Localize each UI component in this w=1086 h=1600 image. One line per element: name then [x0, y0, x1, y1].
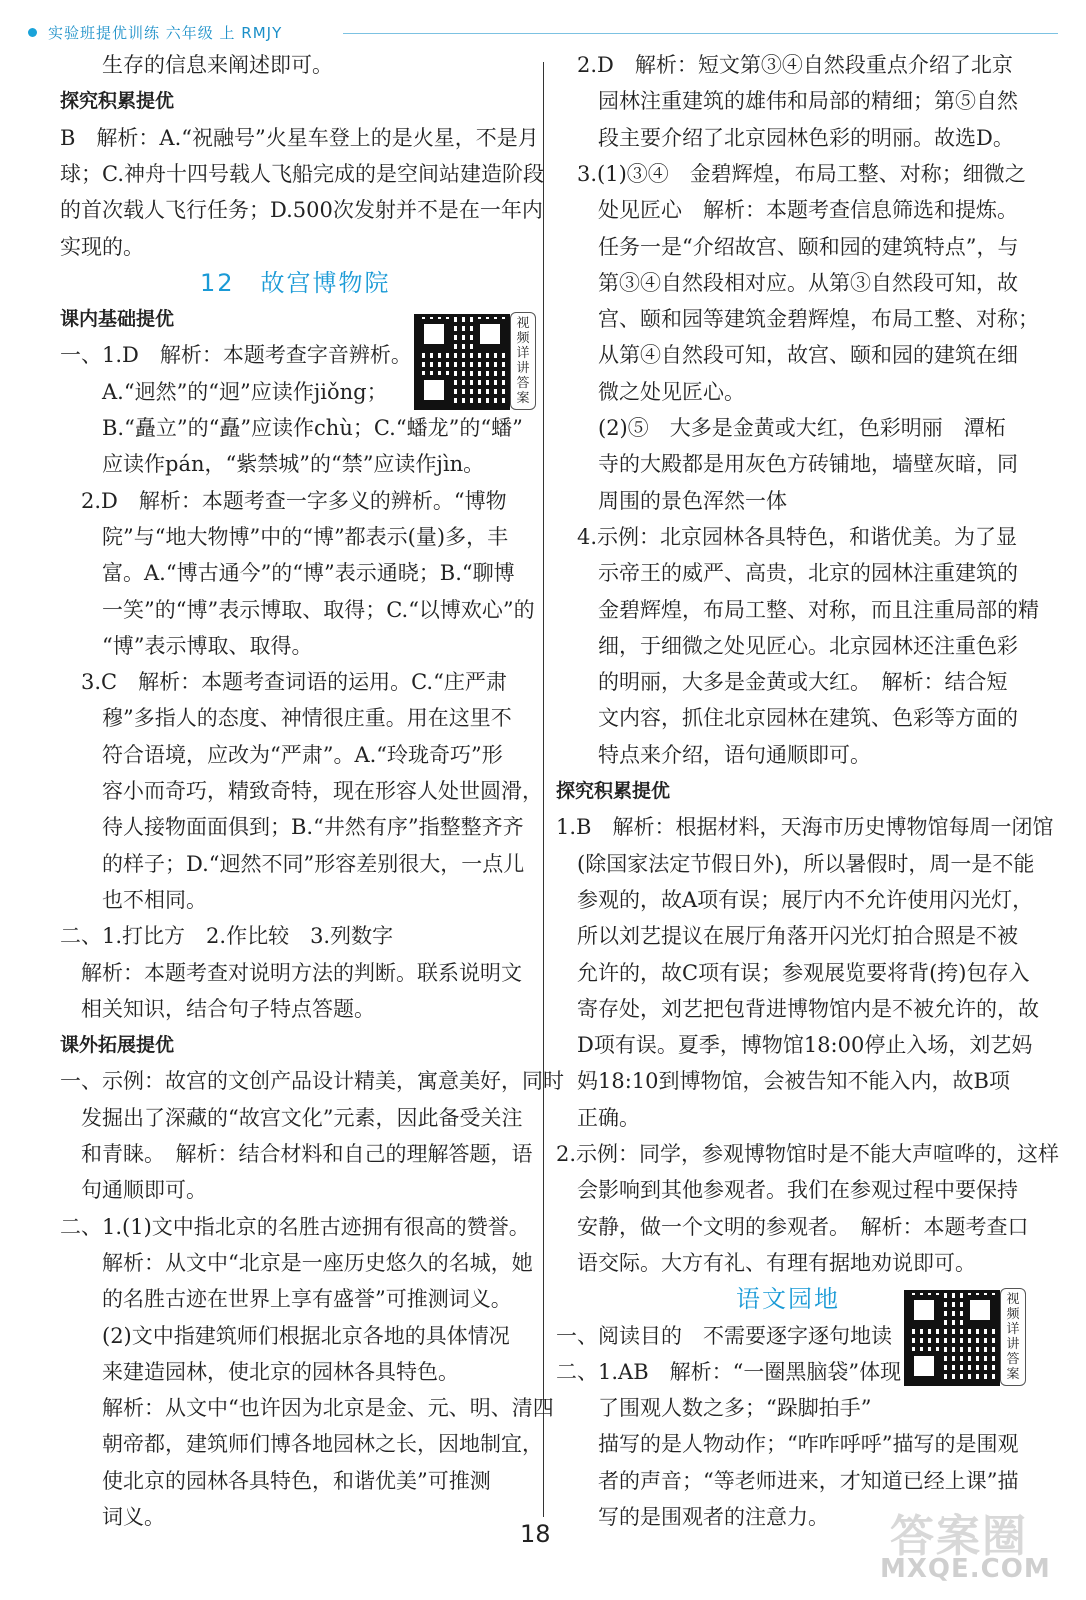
- section-label: 探究积累提优: [556, 780, 671, 802]
- text-line: 写的是围观者的注意力。: [598, 1505, 829, 1529]
- text-line: (除国家法定节假日外)，所以暑假时，周一是不能: [577, 851, 1035, 876]
- bullet-icon: [28, 28, 37, 37]
- running-header: [28, 22, 1058, 44]
- text-line: 使北京的园林各具特色，和谐优美”可推测: [102, 1468, 491, 1493]
- text-line: 二、1.(1)文中指北京的名胜古迹拥有很高的赞誉。: [60, 1214, 530, 1239]
- text-line: 2.D 解析：本题考查一字多义的辨析。“博物: [81, 488, 507, 513]
- text-line: A.“迥然”的“迥”应读作jiǒng；: [102, 379, 388, 404]
- text-line: 符合语境，应改为“严肃”。A.“玲珑奇巧”形: [102, 742, 503, 767]
- lesson-title: 12 故宫博物院: [200, 268, 391, 297]
- text-line: 语交际。大方有礼、有理有据地劝说即可。: [577, 1250, 976, 1275]
- text-line: 所以刘艺提议在展厅角落开闪光灯拍合照是不被: [577, 924, 1018, 949]
- text-line: 一、阅读目的 不需要逐字逐句地读: [556, 1323, 892, 1348]
- text-line: 朝帝都，建筑师们博各地园林之长，因地制宜，: [102, 1432, 543, 1457]
- text-line: 示帝王的威严、高贵，北京的园林注重建筑的: [598, 561, 1018, 586]
- text-line: 从第④自然段可知，故宫、颐和园的建筑在细: [598, 343, 1018, 368]
- text-line: 第③④自然段相对应。从第③自然段可知，故: [598, 270, 1018, 295]
- text-line: 金碧辉煌，布局工整、对称，而且注重局部的精: [598, 597, 1039, 622]
- text-line: 参观的，故A项有误；展厅内不允许使用闪光灯，: [577, 887, 1034, 912]
- text-line: 妈18:10到博物馆，会被告知不能入内，故B项: [577, 1069, 1010, 1094]
- text-line: 来建造园林，使北京的园林各具特色。: [102, 1359, 459, 1384]
- text-line: 2.D 解析：短文第③④自然段重点介绍了北京: [577, 53, 1013, 77]
- text-line: 会影响到其他参观者。我们在参观过程中要保持: [577, 1178, 1018, 1203]
- text-line: 生存的信息来阐述即可。: [102, 53, 333, 77]
- lesson-title: 语文园地: [736, 1285, 840, 1314]
- text-line: 一、1.D 解析：本题考查字音辨析。: [60, 343, 412, 368]
- text-line: 解析：从文中“北京是一座历史悠久的名城，她: [102, 1250, 533, 1275]
- text-line: 一、示例：故宫的文创产品设计精美，寓意美好，同时: [60, 1069, 564, 1094]
- qr-code-icon[interactable]: [414, 314, 510, 410]
- text-line: 一笑”的“博”表示博取、取得；C.“以博欢心”的: [102, 597, 535, 622]
- text-line: 发掘出了深藏的“故宫文化”元素，因此备受关注: [81, 1105, 523, 1130]
- header-title: 实验班提优训练 六年级 上 RMJY: [48, 24, 283, 42]
- text-line: 任务一是“介绍故宫、颐和园的建筑特点”，与: [598, 234, 1019, 259]
- text-line: 解析：本题考查对说明方法的判断。联系说明文: [81, 960, 522, 985]
- text-line: 处见匠心 解析：本题考查信息筛选和提炼。: [598, 198, 1018, 223]
- text-line: 1.B 解析：根据材料，天海市历史博物馆每周一闭馆: [556, 815, 1054, 840]
- text-line: 句通顺即可。: [81, 1178, 207, 1203]
- text-line: 二、1.AB 解析：“一圈黑脑袋”体现: [556, 1359, 902, 1384]
- text-line: 允许的，故C项有误；参观展览要将背(挎)包存入: [577, 960, 1030, 985]
- text-line: 周围的景色浑然一体: [598, 488, 787, 513]
- text-line: 的明丽，大多是金黄或大红。 解析：结合短: [598, 670, 1008, 695]
- section-label: 探究积累提优: [60, 90, 175, 113]
- text-line: 2.示例：同学，参观博物馆时是不能大声喧哗的，这样: [556, 1142, 1060, 1166]
- text-line: 特点来介绍，语句通顺即可。: [598, 742, 871, 767]
- header-rule: [343, 33, 1058, 34]
- text-line: 的名胜古迹在世界上享有盛誉”可推测词义。: [102, 1287, 512, 1312]
- text-line: 段主要介绍了北京园林色彩的明丽。故选D。: [598, 125, 1014, 150]
- text-line: 正确。: [577, 1105, 640, 1130]
- text-line: 细，于细微之处见匠心。北京园林还注重色彩: [598, 633, 1018, 658]
- text-line: 3.C 解析：本题考查词语的运用。C.“庄严肃: [81, 670, 507, 695]
- text-line: 寺的大殿都是用灰色方砖铺地，墙壁灰暗，同: [598, 452, 1018, 477]
- text-line: 3.(1)③④ 金碧辉煌，布局工整、对称；细微之: [577, 161, 1026, 186]
- text-line: 穆”多指人的态度、神情很庄重。用在这里不: [102, 706, 512, 731]
- text-line: D项有误。夏季，博物馆18:00停止入场，刘艺妈: [577, 1033, 1033, 1058]
- text-line: 描写的是人物动作；“咋咋呼呼”描写的是围观: [598, 1432, 1019, 1457]
- text-line: 实现的。: [60, 234, 144, 259]
- text-line: 解析：从文中“也许因为北京是金、元、明、清四: [102, 1396, 554, 1421]
- text-line: 也不相同。: [102, 887, 207, 912]
- text-line: 者的声音；“等老师进来，才知道已经上课”描: [598, 1468, 1019, 1493]
- qr-label: 视频详讲答案: [510, 312, 536, 410]
- section-label: 课外拓展提优: [60, 1034, 175, 1057]
- section-label: 课内基础提优: [60, 308, 175, 331]
- text-line: 宫、颐和园等建筑金碧辉煌，布局工整、对称；: [598, 307, 1039, 332]
- text-line: 园林注重建筑的雄伟和局部的精细；第⑤自然: [598, 89, 1018, 114]
- text-line: 微之处见匠心。: [598, 379, 745, 404]
- text-line: B.“矗立”的“矗”应读作chù；C.“蟠龙”的“蟠”: [102, 416, 523, 440]
- qr-label: 视频详讲答案: [1000, 1288, 1026, 1386]
- watermark-logo: [880, 1500, 1060, 1590]
- text-line: 的首次载人飞行任务；D.500次发射并不是在一年内: [60, 198, 543, 223]
- text-line: 球；C.神舟十四号载人飞船完成的是空间站建造阶段: [60, 161, 544, 186]
- text-line: (2)文中指建筑师们根据北京各地的具体情况: [102, 1323, 510, 1348]
- watermark-url: MXQE.COM: [880, 1554, 1051, 1584]
- text-line: 富。A.“博古通今”的“博”表示通晓；B.“聊博: [102, 561, 515, 586]
- text-line: 二、1.打比方 2.作比较 3.列数字: [60, 924, 394, 949]
- qr-code-icon[interactable]: [904, 1290, 1000, 1386]
- text-line: 和青睐。 解析：结合材料和自己的理解答题，语: [81, 1142, 533, 1166]
- text-line: 4.示例：北京园林各具特色，和谐优美。为了显: [577, 524, 1018, 549]
- text-line: 了围观人数之多；“跺脚拍手”: [598, 1396, 872, 1421]
- text-line: 相关知识，结合句子特点答题。: [81, 996, 375, 1021]
- page-number: 18: [520, 1520, 551, 1548]
- text-line: 文内容，抓住北京园林在建筑、色彩等方面的: [598, 706, 1018, 731]
- text-line: (2)⑤ 大多是金黄或大红，色彩明丽 潭柘: [598, 416, 1006, 440]
- text-line: “博”表示博取、取得。: [102, 633, 313, 658]
- watermark-text: 答案圈: [890, 1511, 1028, 1562]
- text-line: 应读作pán，“紫禁城”的“禁”应读作jìn。: [102, 452, 485, 477]
- text-line: 安静，做一个文明的参观者。 解析：本题考查口: [577, 1214, 1029, 1239]
- text-line: 院”与“地大物博”中的“博”都表示(量)多，丰: [102, 524, 509, 549]
- text-line: 待人接物面面俱到；B.“井然有序”指整整齐齐: [102, 815, 524, 840]
- text-line: 寄存处，刘艺把包背进博物馆内是不被允许的，故: [577, 996, 1039, 1021]
- text-line: B 解析：A.“祝融号”火星车登上的是火星，不是月: [60, 125, 539, 150]
- text-line: 容小而奇巧，精致奇特，现在形容人处世圆滑，: [102, 779, 543, 803]
- text-line: 词义。: [102, 1505, 165, 1529]
- text-line: 的样子；D.“迥然不同”形容差别很大，一点儿: [102, 851, 525, 876]
- column-divider: [543, 62, 544, 1517]
